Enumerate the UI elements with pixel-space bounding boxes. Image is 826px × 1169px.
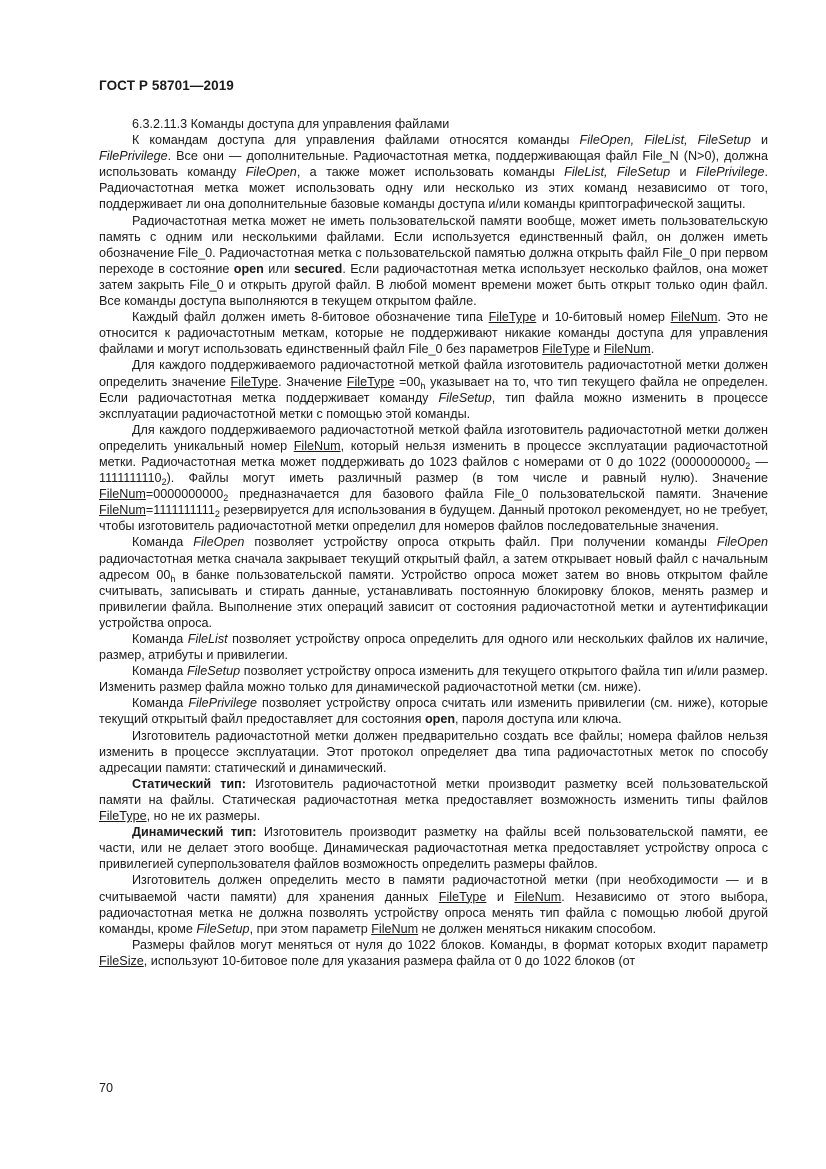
page-number: 70 xyxy=(99,1081,114,1095)
body-paragraph: Изготовитель должен определить место в памяти радиочастотной метки (при необходимости — и в считываемой части памяти) для хранения данных FileType и FileNum. Независимо от этого выбора, радиочастотная метка не должна позволять устройству опроса менять тип файла с помощью любой другой команды, кроме FileSetup, при этом параметр FileNum не должен меняться никаким способом. xyxy=(99,873,768,936)
body-paragraph: Команда FileOpen позволяет устройству опроса открыть файл. При получении команды FileOpen радиочастотная метка сначала закрывает текущий открытый файл, а затем открывает новый файл с начальным адресом $00_h$ в банке пользовательской памяти. Устройство опроса может затем во вновь открытом файле считывать, записывать и стирать данные, устанавливать постоянную блокировку блоков, менять размер и привилегии файла. Выполнение этих операций зависит от состояния радиочастотной метки и аутентификации устройства опроса. xyxy=(99,535,768,630)
body-paragraph: Для каждого поддерживаемого радиочастотной меткой файла изготовитель радиочастотной метки должен определить значение FileType. Значение FileType $=00_h$ указывает на то, что тип текущего файла не определен. Если радиочастотная метка поддерживает команду FileSetup, тип файла можно изменить в процессе эксплуатации радиочастотной метки с помощью этой команды. xyxy=(99,358,768,421)
document-body xyxy=(99,116,768,969)
body-paragraph: Каждый файл должен иметь 8-битовое обозначение типа FileType и 10-битовый номер FileNum. Это не относится к радиочастотным меткам, которые не поддерживают никакие команды доступа для управления файлами и могут использовать единственный файл File_0 без параметров FileType и FileNum. xyxy=(99,310,768,357)
body-paragraph: Динамический тип: Изготовитель производит разметку на файлы всей пользовательской памяти, ее части, или не делает этого вообще. Динамическая радиочастотная метка предоставляет устройству опроса с привилегией суперпользователя файлов возможность определить размеры файлов. xyxy=(99,825,768,872)
document-header: ГОСТ Р 58701—2019 xyxy=(99,78,234,93)
body-paragraph: Команда FileList позволяет устройству опроса определить для одного или нескольких файлов их наличие, размер, атрибуты и привилегии. xyxy=(99,632,769,663)
body-paragraph: Команда FilePrivilege позволяет устройству опроса считать или изменить привилегии (см. ниже), которые текущий открытый файл предоставляет для состояния open, пароля доступа или ключа. xyxy=(99,696,769,727)
body-paragraph: Радиочастотная метка может не иметь пользовательской памяти вообще, может иметь пользовательскую память с одним или несколькими файлами. Если используется единственный файл, он должен иметь обозначение File_0. Радиочастотная метка с пользовательской памятью должна открыть файл File_0 при первом переходе в состояние open или secured. Если радиочастотная метка использует несколько файлов, она может затем закрыть File_0 и открыть другой файл. В любой момент времени может быть открыт только один файл. Все команды доступа выполняются в текущем открытом файле. xyxy=(99,213,768,309)
body-paragraph: Команда FileSetup позволяет устройству опроса изменить для текущего открытого файла тип и/или размер. Изменить размер файла можно только для динамической радиочастотной метки (см. ниже). xyxy=(99,664,768,695)
body-paragraph: Статический тип: Изготовитель радиочастотной метки производит разметку всей пользовательской памяти на файлы. Статическая радиочастотная метка предоставляет возможность изменить типы файлов FileType, но не их размеры. xyxy=(99,776,768,824)
section-heading: 6.3.2.11.3 Команды доступа для управления файлами xyxy=(132,117,450,131)
body-paragraph: К командам доступа для управления файлами относятся команды FileOpen, FileList, FileSetup и FilePrivilege. Все они — дополнительные. Радиочастотная метка, поддерживающая файл File_N (N>0), должна использовать команду FileOpen, а также может использовать команды FileList, FileSetup и FilePrivilege. Радиочастотная метка может использовать одну или несколько из этих команд независимо от того, поддерживает ли она дополнительные базовые команды доступа и/или команды криптографической защиты. xyxy=(99,133,768,212)
body-paragraph: Размеры файлов могут меняться от нуля до 1022 блоков. Команды, в формат которых входит параметр FileSize, используют 10-битовое поле для указания размера файла от 0 до 1022 блоков (от xyxy=(99,937,768,968)
body-paragraph: Для каждого поддерживаемого радиочастотной меткой файла изготовитель радиочастотной метки должен определить уникальный номер FileNum, который нельзя изменить в процессе эксплуатации радиочастотной метки. Радиочастотная метка может поддерживать до 1023 файлов с номерами от 0 до 1022 ($0000000000_2$ — $1111111110_2$). Файлы могут иметь различный размер (в том числе и равный нулю). Значение $FileNum=0000000000_2$ предназначается для базового файла File_0 пользовательской памяти. Значение $FileNum=1111111111_2$ резервируется для использования в будущем. Данный протокол рекомендует, но не требует, чтобы изготовитель радиочастотной метки определил для номеров файлов последовательные значения. xyxy=(99,422,768,534)
body-paragraph: Изготовитель радиочастотной метки должен предварительно создать все файлы; номера файлов нельзя изменить в процессе эксплуатации. Этот протокол определяет два типа радиочастотных меток по способу адресации памяти: статический и динамический. xyxy=(99,728,768,775)
